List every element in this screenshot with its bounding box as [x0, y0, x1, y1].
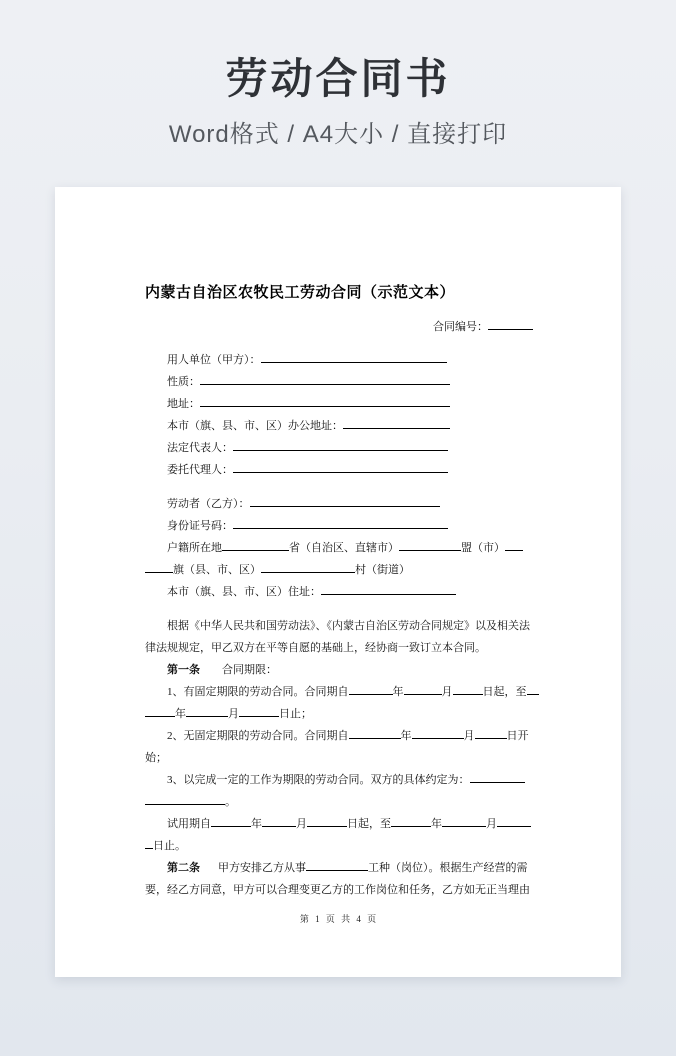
probation-line	[145, 813, 533, 835]
banner	[0, 0, 676, 149]
field-registered-residence	[145, 537, 533, 559]
text-segment: 合同期限：	[222, 664, 277, 676]
page-subtitle: Word格式 / A4大小 / 直接打印	[168, 121, 508, 149]
blank-underline	[453, 683, 483, 695]
text-segment: 本市（旗、县、市、区）办公地址：	[167, 420, 343, 432]
field-entrusted-agent	[145, 459, 533, 481]
blank-underline	[200, 373, 450, 385]
article-1-item-2	[145, 725, 533, 747]
blank-underline	[475, 727, 507, 739]
article-1-item-3-cont	[145, 791, 533, 813]
text-segment: 日起，至	[347, 818, 391, 830]
field-registered-residence-cont	[145, 559, 533, 581]
blank-underline	[321, 583, 456, 595]
blank-underline	[470, 771, 525, 783]
text-segment: 3、以完成一定的工作为期限的劳动合同。双方的具体约定为：	[167, 774, 470, 786]
spacer	[200, 672, 222, 673]
text-segment: 工种（岗位）。根据生产经营的需	[368, 862, 528, 874]
text-segment: 旗（县、市、区）	[173, 564, 261, 576]
bold-text-segment: 第二条	[167, 862, 200, 874]
field-local-office-address	[145, 415, 533, 437]
text-segment: 月	[228, 708, 239, 720]
blank-underline	[391, 815, 431, 827]
text-segment: 户籍所在地	[167, 542, 222, 554]
text-segment: 用人单位（甲方）：	[167, 354, 261, 366]
blank-underline	[145, 561, 173, 573]
page-number-footer: 第 1 页 共 4 页	[299, 914, 379, 924]
article-1-item-2-cont	[145, 747, 533, 769]
blank-underline	[442, 815, 486, 827]
text-segment: 1、有固定期限的劳动合同。合同期自	[167, 686, 349, 698]
probation-line-cont	[145, 835, 533, 857]
blank-underline	[233, 461, 448, 473]
blank-underline	[262, 815, 296, 827]
text-segment: 日止；	[279, 708, 312, 720]
blank-underline	[239, 705, 279, 717]
text-segment: 地址：	[167, 398, 200, 410]
text-segment: 始；	[145, 752, 167, 764]
blank-underline	[412, 727, 464, 739]
field-employer-party-a	[145, 349, 533, 371]
bold-text-segment: 第一条	[167, 664, 200, 676]
page-title: 劳动合同书	[225, 55, 451, 102]
document-lines	[145, 349, 533, 901]
article-1-item-3	[145, 769, 533, 791]
article-1-heading	[145, 659, 533, 681]
text-segment: 律法规规定，甲乙双方在平等自愿的基础上，经协商一致订立本合同。	[145, 642, 486, 654]
contract-number-label: 合同编号：	[433, 321, 488, 333]
text-segment: 2、无固定期限的劳动合同。合同期自	[167, 730, 349, 742]
contract-number-line	[145, 316, 533, 338]
text-segment: 性质：	[167, 376, 200, 388]
field-legal-representative	[145, 437, 533, 459]
blank-underline	[349, 727, 401, 739]
text-segment: 委托代理人：	[167, 464, 233, 476]
text-segment: 日止。	[153, 840, 186, 852]
text-segment: 本市（旗、县、市、区）住址：	[167, 586, 321, 598]
field-id-number	[145, 515, 533, 537]
text-segment: 年	[251, 818, 262, 830]
document-content	[145, 281, 533, 925]
article-2-line-2	[145, 879, 533, 901]
text-segment: 月	[463, 730, 475, 742]
blank-underline	[211, 815, 251, 827]
text-segment: 劳动者（乙方）：	[167, 498, 250, 510]
document-page-preview	[55, 187, 621, 977]
blank-underline	[261, 561, 355, 573]
blank-underline	[145, 793, 225, 805]
blank-underline	[527, 683, 539, 695]
blank-underline	[306, 859, 368, 871]
spacer	[200, 870, 218, 871]
field-local-home-address	[145, 581, 533, 603]
blank-underline	[200, 395, 450, 407]
blank-underline	[404, 683, 442, 695]
blank-underline	[497, 815, 531, 827]
text-segment: 日开	[506, 730, 529, 742]
text-segment: 月	[441, 686, 453, 698]
text-segment: 法定代表人：	[167, 442, 233, 454]
text-segment: 试用期自	[167, 818, 211, 830]
text-segment: 身份证号码：	[167, 520, 233, 532]
text-segment: 日起，至	[482, 686, 527, 698]
blank-underline	[505, 539, 523, 551]
text-segment: 根据《中华人民共和国劳动法》、《内蒙古自治区劳动合同规定》以及相关法	[167, 620, 530, 632]
blank-underline	[222, 539, 289, 551]
text-segment: 。	[225, 796, 236, 808]
text-segment: 月	[486, 818, 497, 830]
blank-underline	[399, 539, 461, 551]
text-segment: 年	[431, 818, 442, 830]
blank-underline	[233, 517, 448, 529]
text-segment: 要，经乙方同意，甲方可以合理变更乙方的工作岗位和任务，乙方如无正当理由	[145, 884, 530, 896]
text-segment: 年	[392, 686, 404, 698]
preamble-line-2	[145, 637, 533, 659]
text-segment: 年	[400, 730, 412, 742]
preamble-line-1	[145, 615, 533, 637]
field-address	[145, 393, 533, 415]
document-title: 内蒙古自治区农牧民工劳动合同（示范文本）	[145, 285, 456, 301]
blank-underline	[145, 837, 153, 849]
blank-underline	[261, 351, 447, 363]
text-segment: 甲方安排乙方从事	[218, 862, 306, 874]
blank-underline	[233, 439, 448, 451]
text-segment: 村（街道）	[355, 564, 410, 576]
blank-underline	[349, 683, 393, 695]
contract-number-blank	[488, 318, 533, 330]
text-segment: 省（自治区、直辖市）	[289, 542, 399, 554]
text-segment: 年	[175, 708, 186, 720]
blank-underline	[145, 705, 175, 717]
article-1-item-1	[145, 681, 533, 703]
article-1-item-1-cont	[145, 703, 533, 725]
field-employee-party-b	[145, 493, 533, 515]
blank-underline	[250, 495, 440, 507]
text-segment: 盟（市）	[461, 542, 505, 554]
blank-underline	[186, 705, 228, 717]
field-nature	[145, 371, 533, 393]
article-2-line-1	[145, 857, 533, 879]
blank-underline	[307, 815, 347, 827]
blank-underline	[343, 417, 450, 429]
text-segment: 月	[296, 818, 307, 830]
